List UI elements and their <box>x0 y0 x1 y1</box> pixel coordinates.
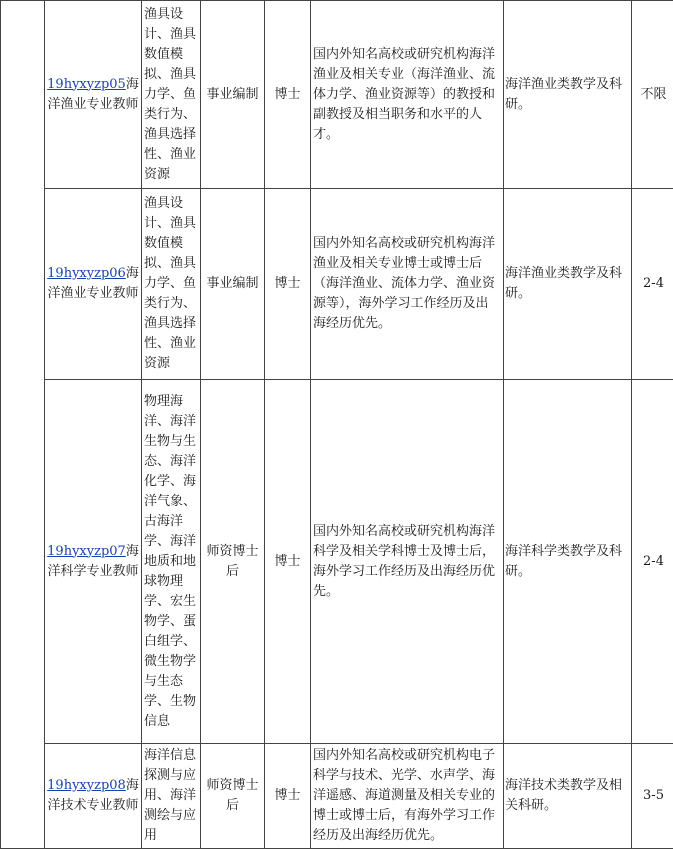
count-cell: 2-4 <box>632 380 673 744</box>
degree-cell: 博士 <box>265 189 311 380</box>
type-cell: 事业编制 <box>201 189 265 380</box>
table-row <box>1 189 673 380</box>
position-cell <box>45 1 142 189</box>
position-cell <box>45 380 142 744</box>
position-cell <box>45 189 142 380</box>
table-row <box>1 380 673 744</box>
table-row <box>1 744 673 849</box>
count-cell: 3-5 <box>632 744 673 849</box>
position-cell <box>45 744 142 849</box>
position-code[interactable]: 19hyxyzp08 <box>47 778 126 793</box>
degree-cell: 博士 <box>265 380 311 744</box>
degree-cell: 博士 <box>265 1 311 189</box>
duty-cell: 海洋科学类教学及科研。 <box>504 380 632 744</box>
position-code[interactable]: 19hyxyzp06 <box>47 266 126 281</box>
count-cell: 不限 <box>632 1 673 189</box>
requirements-cell: 国内外知名高校或研究机构海洋科学及相关学科博士及博士后，海外学习工作经历及出海经历优先。 <box>311 380 504 744</box>
major-cell: 渔具设计、渔具数值模拟、渔具力学、鱼类行为、渔具选择性、渔业资源 <box>142 189 201 380</box>
degree-cell: 博士 <box>265 744 311 849</box>
position-title: 海洋科学专业教师 <box>47 544 138 579</box>
position-title: 海洋渔业专业教师 <box>47 266 138 301</box>
duty-cell: 海洋渔业类教学及科研。 <box>504 189 632 380</box>
requirements-cell: 国内外知名高校或研究机构电子科学与技术、光学、水声学、海洋遥感、海道测量及相关专业的博士或博士后，有海外学习工作经历及出海经历优先。 <box>311 744 504 849</box>
position-title: 海洋技术专业教师 <box>47 778 138 813</box>
major-cell: 海洋信息探测与应用、海洋测绘与应用 <box>142 744 201 849</box>
position-code[interactable]: 19hyxyzp05 <box>47 77 126 92</box>
position-title: 海洋渔业专业教师 <box>47 77 138 112</box>
type-cell: 事业编制 <box>201 1 265 189</box>
type-cell: 师资博士后 <box>201 380 265 744</box>
duty-cell: 海洋技术类教学及相关科研。 <box>504 744 632 849</box>
major-cell: 渔具设计、渔具数值模拟、渔具力学、鱼类行为、渔具选择性、渔业资源 <box>142 1 201 189</box>
count-cell: 2-4 <box>632 189 673 380</box>
merged-left-cell <box>1 1 45 849</box>
type-cell: 师资博士后 <box>201 744 265 849</box>
major-cell: 物理海洋、海洋生物与生态、海洋化学、海洋气象、古海洋学、海洋地质和地球物理学、宏生物学、蛋白组学、微生物学与生态学、生物信息 <box>142 380 201 744</box>
position-code[interactable]: 19hyxyzp07 <box>47 544 126 559</box>
table-row <box>1 1 673 189</box>
requirements-cell: 国内外知名高校或研究机构海洋渔业及相关专业博士或博士后（海洋渔业、流体力学、渔业资源等），海外学习工作经历及出海经历优先。 <box>311 189 504 380</box>
requirements-cell: 国内外知名高校或研究机构海洋渔业及相关专业（海洋渔业、流体力学、渔业资源等）的教授和副教授及相当职务和水平的人才。 <box>311 1 504 189</box>
duty-cell: 海洋渔业类教学及科研。 <box>504 1 632 189</box>
